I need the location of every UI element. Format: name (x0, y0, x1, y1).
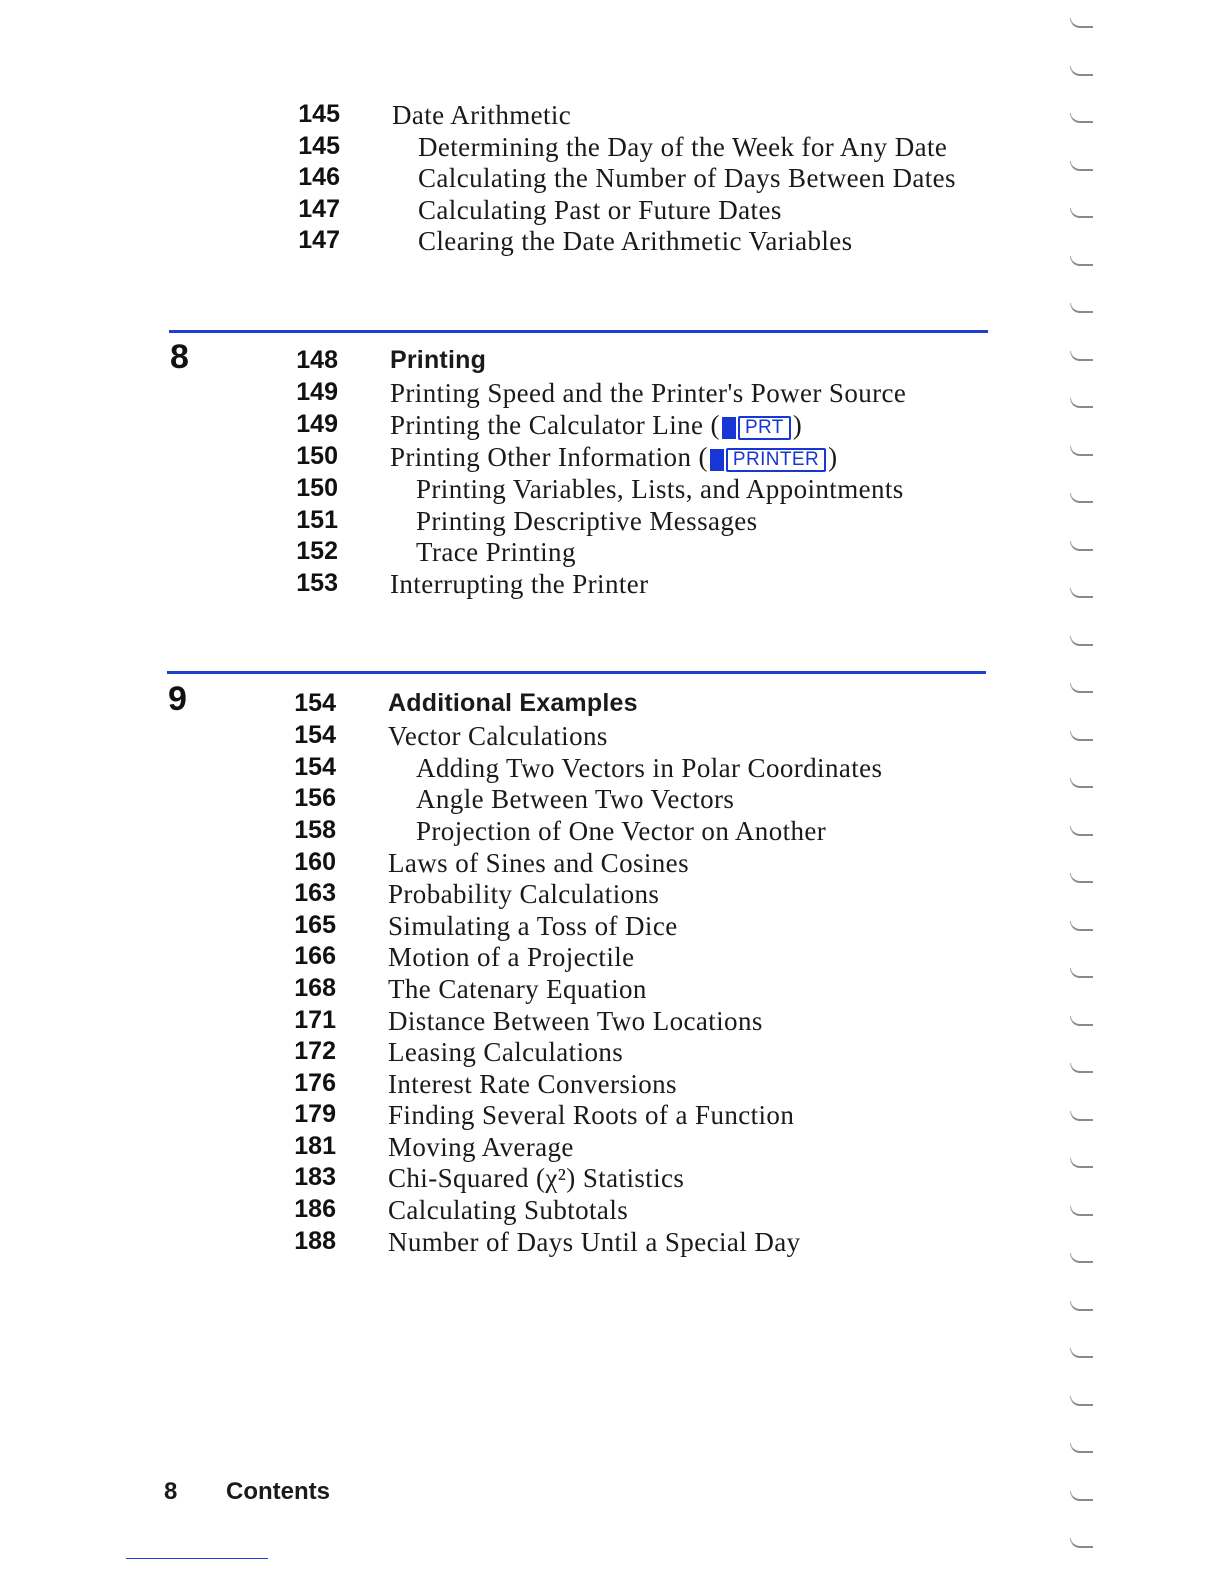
binding-ring-icon (1070, 1443, 1093, 1453)
binding-ring-icon (1070, 1348, 1093, 1358)
binding-ring-icon (1070, 1063, 1093, 1073)
binding-ring-icon (1070, 66, 1093, 76)
toc-entry-title: Interrupting the Printer (390, 569, 649, 599)
toc-page-number: 171 (294, 1006, 336, 1034)
binding-ring-icon (1070, 683, 1093, 693)
toc-entry-title: Date Arithmetic (392, 100, 572, 130)
toc-page-number: 172 (294, 1037, 336, 1065)
toc-entry-title: Number of Days Until a Special Day (388, 1227, 801, 1257)
toc-page-number: 176 (294, 1069, 336, 1097)
binding-ring-icon (1070, 541, 1093, 551)
toc-entry-title: Calculating the Number of Days Between Dates (418, 163, 956, 193)
toc-entry-title: Vector Calculations (388, 721, 608, 751)
toc-page-number: 158 (294, 816, 336, 844)
binding-ring-icon (1070, 1301, 1093, 1311)
toc-page-number: 166 (294, 942, 336, 970)
toc-page-number: 149 (296, 378, 338, 406)
toc-entry-title: Moving Average (388, 1132, 574, 1162)
binding-ring-icon (1070, 1206, 1093, 1216)
toc-page-number: 147 (298, 226, 340, 254)
toc-page-number: 168 (294, 974, 336, 1002)
binding-ring-icon (1070, 398, 1093, 408)
toc-page-number: 181 (294, 1132, 336, 1160)
toc-entry-text: Printing Other Information ( (390, 442, 708, 472)
binding-ring-icon (1070, 921, 1093, 931)
toc-entry-title: Chi-Squared (χ²) Statistics (388, 1163, 685, 1193)
toc-entry-title: Trace Printing (416, 537, 576, 567)
toc-entry-title: Projection of One Vector on Another (416, 816, 827, 846)
binding-ring-icon (1070, 161, 1093, 171)
toc-page-number: 150 (296, 474, 338, 502)
toc-entry-title (390, 442, 838, 473)
toc-page-number: 149 (296, 410, 338, 438)
toc-entry-title: Printing Descriptive Messages (416, 506, 758, 536)
toc-page-number: 147 (298, 195, 340, 223)
binding-ring-icon (1070, 778, 1093, 788)
toc-entry-text: Printing the Calculator Line ( (390, 410, 720, 440)
toc-page-number: 160 (294, 848, 336, 876)
prt-key-label: PRT (738, 416, 791, 440)
toc-page-number: 163 (294, 879, 336, 907)
toc-page-number: 183 (294, 1163, 336, 1191)
toc-entry-title: Motion of a Projectile (388, 942, 635, 972)
toc-page-number: 153 (296, 569, 338, 597)
toc-page-number: 145 (298, 100, 340, 128)
spiral-binding (1066, 0, 1106, 1584)
binding-ring-icon (1070, 731, 1093, 741)
toc-page-number: 188 (294, 1227, 336, 1255)
chapter-9-number: 9 (168, 680, 187, 718)
binding-ring-icon (1070, 351, 1093, 361)
printer-key-label: PRINTER (726, 448, 826, 472)
binding-ring-icon (1070, 303, 1093, 313)
footer-label: Contents (226, 1478, 330, 1505)
binding-ring-icon (1070, 208, 1093, 218)
binding-ring-icon (1070, 113, 1093, 123)
toc-entry-title: Probability Calculations (388, 879, 660, 909)
shift-key-icon (710, 449, 724, 471)
binding-ring-icon (1070, 636, 1093, 646)
binding-ring-icon (1070, 256, 1093, 266)
binding-ring-icon (1070, 826, 1093, 836)
toc-entry-title: Simulating a Toss of Dice (388, 911, 678, 941)
chapter-9-rule (167, 671, 986, 674)
footer-page-number: 8 (164, 1478, 178, 1505)
binding-ring-icon (1070, 1016, 1093, 1026)
toc-entry-title: Adding Two Vectors in Polar Coordinates (416, 753, 883, 783)
toc-entry-title: Laws of Sines and Cosines (388, 848, 689, 878)
toc-page-number: 186 (294, 1195, 336, 1223)
toc-entry-text-end: ) (792, 410, 803, 440)
toc-page-number: 179 (294, 1100, 336, 1128)
binding-ring-icon (1070, 1491, 1093, 1501)
binding-ring-icon (1070, 446, 1093, 456)
toc-page-number: 146 (298, 163, 340, 191)
toc-entry-title: Interest Rate Conversions (388, 1069, 677, 1099)
toc-entry-title: Clearing the Date Arithmetic Variables (418, 226, 853, 256)
binding-ring-icon (1070, 1111, 1093, 1121)
toc-page-number: 165 (294, 911, 336, 939)
binding-ring-icon (1070, 18, 1093, 28)
chapter-8-rule (169, 330, 988, 333)
toc-entry-title: Angle Between Two Vectors (416, 784, 735, 814)
toc-entry-title: Determining the Day of the Week for Any Date (418, 132, 948, 162)
toc-page-number: 154 (294, 689, 336, 717)
toc-entry-text-end: ) (828, 442, 838, 472)
shift-key-icon (722, 417, 736, 439)
chapter-8-number: 8 (170, 338, 189, 376)
toc-page-number: 150 (296, 442, 338, 470)
toc-page-number: 154 (294, 721, 336, 749)
toc-entry-title (390, 410, 802, 441)
binding-ring-icon (1070, 873, 1093, 883)
bottom-rule (126, 1558, 268, 1559)
toc-page-number: 154 (294, 753, 336, 781)
toc-page-number: 145 (298, 132, 340, 160)
toc-entry-title: Distance Between Two Locations (388, 1006, 763, 1036)
toc-page-number: 156 (294, 784, 336, 812)
toc-entry-title: Printing Variables, Lists, and Appointments (416, 474, 904, 504)
printer-key (710, 448, 826, 472)
toc-entry-title: Calculating Past or Future Dates (418, 195, 782, 225)
binding-ring-icon (1070, 968, 1093, 978)
toc-entry-title: The Catenary Equation (388, 974, 647, 1004)
toc-entry-title: Printing Speed and the Printer's Power Source (390, 378, 907, 408)
toc-entry-title: Leasing Calculations (388, 1037, 624, 1067)
binding-ring-icon (1070, 493, 1093, 503)
binding-ring-icon (1070, 1158, 1093, 1168)
toc-page-number: 152 (296, 537, 338, 565)
chapter-title: Printing (390, 346, 487, 374)
binding-ring-icon (1070, 1253, 1093, 1263)
toc-page-number: 148 (296, 346, 338, 374)
binding-ring-icon (1070, 588, 1093, 598)
prt-key (722, 416, 791, 440)
binding-ring-icon (1070, 1538, 1093, 1548)
toc-page-number: 151 (296, 506, 338, 534)
toc-entry-title: Finding Several Roots of a Function (388, 1100, 795, 1130)
binding-ring-icon (1070, 1396, 1093, 1406)
chapter-title: Additional Examples (388, 689, 638, 717)
toc-entry-title: Calculating Subtotals (388, 1195, 629, 1225)
